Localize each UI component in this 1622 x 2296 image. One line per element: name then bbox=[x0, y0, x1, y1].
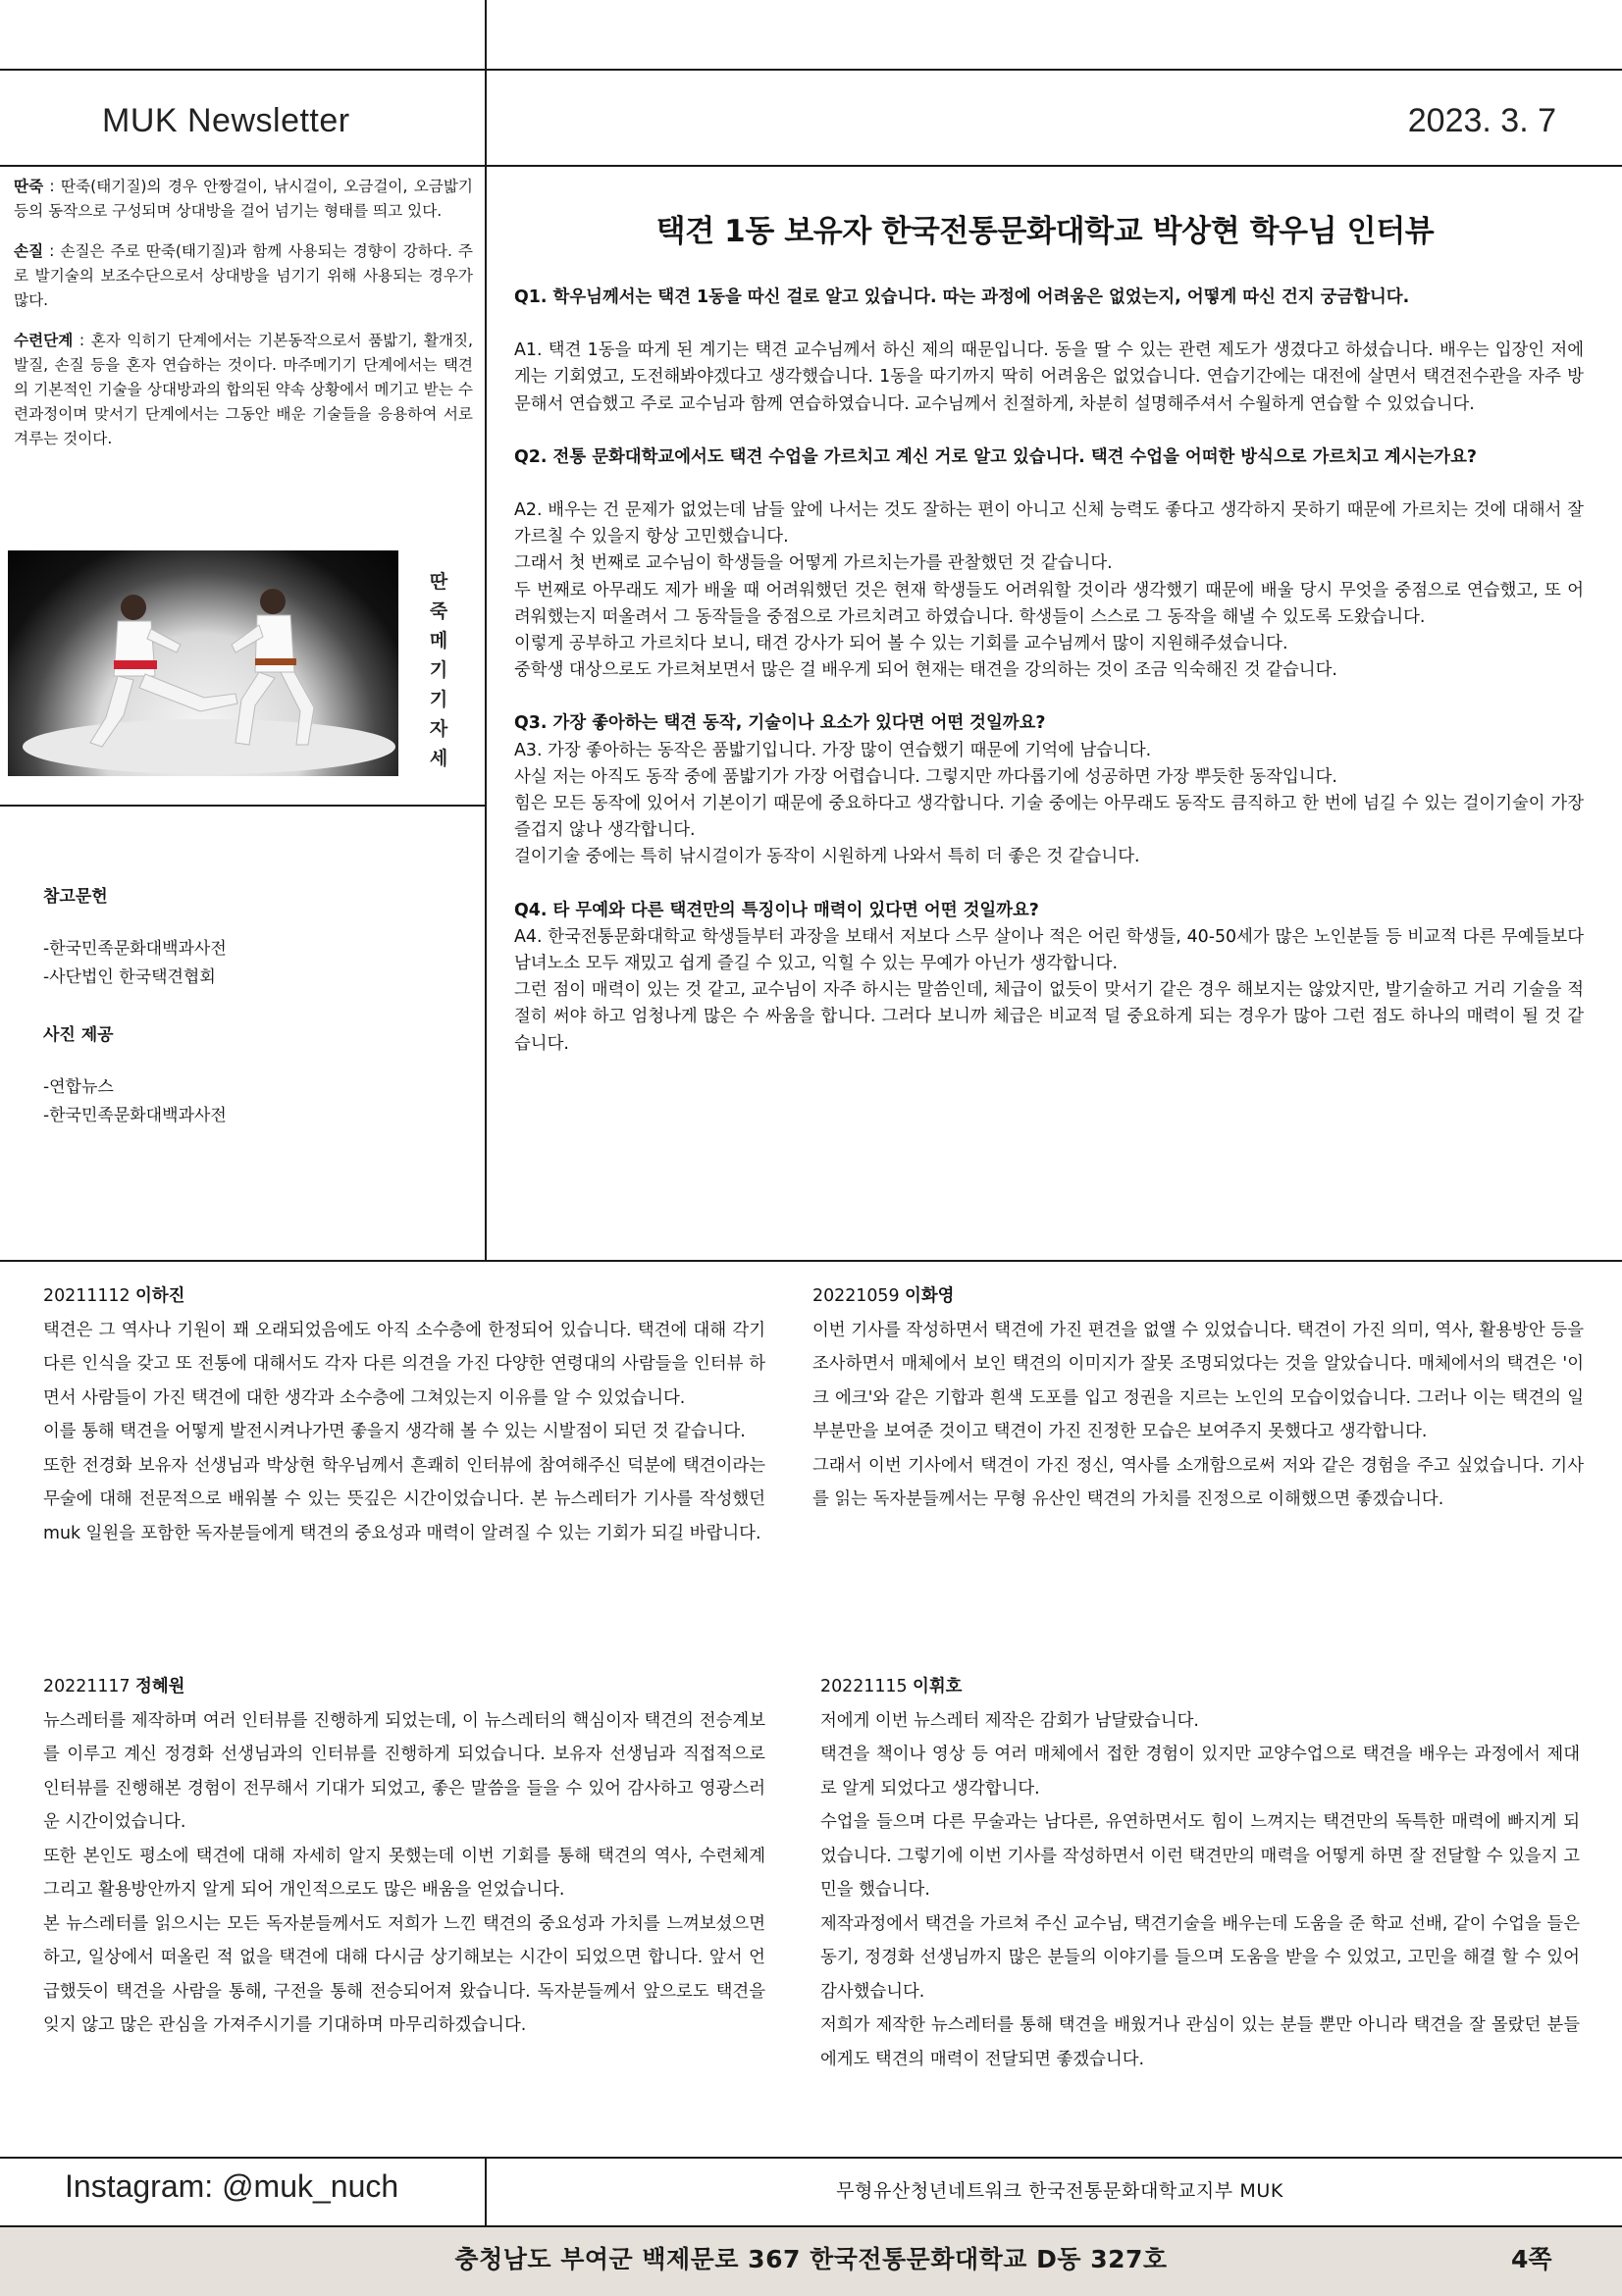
author-name: 이하진 bbox=[135, 1286, 185, 1306]
instagram-handle[interactable]: Instagram: @muk_nuch bbox=[65, 2168, 399, 2204]
student-id: 20221117 bbox=[43, 1677, 131, 1696]
answer-line: 중학생 대상으로도 가르쳐보면서 많은 걸 배우게 되어 현재는 태견을 강의하는 것이 조금 익숙해진 것 같습니다. bbox=[514, 660, 1337, 681]
caption-char: 기 bbox=[429, 689, 448, 710]
essay-paragraph: 뉴스레터를 제작하며 여러 인터뷰를 진행하게 되었는데, 이 뉴스레터의 핵심이자 택견의 전승계보를 이루고 계신 정경화 선생님과의 인터뷰를 진행하게 되었습니다. 보유자 선생님과 직접적으로 인터뷰를 진행해본 경험이 전무해서 기대가 되었고, 좋은 말씀을 들을 수 있어 감사하고 영광스러운 시간이었습니다. bbox=[43, 1710, 765, 1832]
glossary-item-ttanjuk bbox=[14, 175, 473, 224]
author-name: 정혜원 bbox=[135, 1677, 185, 1696]
reference-item: -사단법인 한국택견협회 bbox=[43, 967, 216, 987]
sidebar-rule bbox=[0, 805, 485, 807]
essay-paragraph: 이번 기사를 작성하면서 택견에 가진 편견을 없앨 수 있었습니다. 택견이 가진 의미, 역사, 활용방안 등을 조사하면서 매체에서 보인 택견의 이미지가 잘못 조명되었다는 것을 알았습니다. 매체에서의 택견은 '이크 에크'와 같은 기합과 흰색 도포를 입고 정권을 지르는 노인의 모습이었습니다. 그러나 이는 택견의 일부분만을 보여준 것이고 택견이 가진 진정한 모습은 보여주지 못했다고 생각합니다. bbox=[812, 1320, 1584, 1441]
caption-char: 세 bbox=[429, 748, 448, 769]
glossary-term: 수련단계 bbox=[14, 332, 74, 349]
essay-paragraph: 또한 본인도 평소에 택견에 대해 자세히 알지 못했는데 이번 기회를 통해 택견의 역사, 수련체계 그리고 활용방안까지 알게 되어 개인적으로도 많은 배움을 얻었습니다. bbox=[43, 1846, 765, 1900]
glossary-text: : 혼자 익히기 단계에서는 기본동작으로서 품밟기, 활개짓, 발질, 손질 등을 혼자 연습하는 것이다. 마주메기기 단계에서는 택견의 기본적인 기술을 상대방과의 합의된 약속 상황에서 메기고 받는 수련과정이며 맞서기 단계에서는 그동안 배운 기술들을 응용하여 서로 겨루는 것이다. bbox=[14, 332, 473, 447]
glossary-term: 딴죽 bbox=[14, 178, 44, 195]
glossary-text: : 손질은 주로 딴죽(태기질)과 함께 사용되는 경향이 강하다. 주로 발기술의 보조수단으로서 상대방을 넘기기 위해 사용되는 경우가 많다. bbox=[14, 242, 473, 309]
answer-line: 사실 저는 아직도 동작 중에 품밟기가 가장 어렵습니다. 그렇지만 까다롭기에 성공하면 가장 뿌듯한 동작입니다. bbox=[514, 766, 1337, 787]
caption-char: 딴 bbox=[429, 571, 448, 593]
essay-lee-hwayoung bbox=[812, 1279, 1584, 1517]
caption-char: 기 bbox=[429, 659, 448, 681]
header-rule bbox=[0, 165, 1622, 167]
question-3: Q3. 가장 좋아하는 택견 동작, 기술이나 요소가 있다면 어떤 것일까요? bbox=[514, 713, 1046, 734]
answer-line: 힘은 모든 동작에 있어서 기본이기 때문에 중요하다고 생각합니다. 기술 중에는 아무래도 동작도 큼직하고 한 번에 넘길 수 있는 걸이기술이 가장 즐겁지 않나 생각합니다. bbox=[514, 794, 1584, 841]
glossary-text: : 딴죽(태기질)의 경우 안짱걸이, 낚시걸이, 오금걸이, 오금밟기 등의 동작으로 구성되며 상대방을 걸어 넘기는 형태를 띄고 있다. bbox=[14, 178, 473, 220]
answer-line: 두 번째로 아무래도 제가 배울 때 어려워했던 것은 현재 학생들도 어려워할 것이라 생각했기 때문에 배울 당시 무엇을 중점으로 연습했고, 또 어려워했는지 떠올려서 그 동작들을 중점으로 가르치려고 하였습니다. 학생들이 스스로 그 동작을 해낼 수 있도록 도왔습니다. bbox=[514, 580, 1584, 627]
photo-credit-item: -연합뉴스 bbox=[43, 1077, 114, 1097]
answer-line: 걸이기술 중에는 특히 낚시걸이가 동작이 시원하게 나와서 특히 더 좋은 것 같습니다. bbox=[514, 847, 1140, 867]
photo-illustration bbox=[8, 550, 398, 776]
references-title: 참고문헌 bbox=[43, 887, 108, 907]
answer-line: A3. 가장 좋아하는 동작은 품밟기입니다. 가장 많이 연습했기 때문에 기억에 남습니다. bbox=[514, 740, 1152, 760]
answer-2 bbox=[514, 497, 1584, 684]
caption-char: 자 bbox=[429, 718, 448, 740]
essay-jung-hyewon bbox=[43, 1670, 765, 2043]
reference-item: -한국민족문화대백과사전 bbox=[43, 939, 227, 959]
essay-paragraph: 또한 전경화 보유자 선생님과 박상현 학우님께서 흔쾌히 인터뷰에 참여해주신 덕분에 택견이라는 무술에 대해 전문적으로 배워볼 수 있는 뜻깊은 시간이었습니다. 본 뉴스레터가 기사를 작성했던 muk 일원을 포함한 독자분들에게 택견의 중요성과 매력이 알려질 수 있는 기회가 되길 바랍니다. bbox=[43, 1455, 765, 1543]
answer-line: A2. 배우는 건 문제가 없었는데 남들 앞에 나서는 것도 잘하는 편이 아니고 신체 능력도 좋다고 생각하지 못하기 때문에 가르치는 것에 대해서 잘 가르칠 수 있을지 항상 고민했습니다. bbox=[514, 500, 1584, 548]
answer-line: A4. 한국전통문화대학교 학생들부터 과장을 보태서 저보다 스무 살이나 적은 어린 학생들, 40-50세가 많은 노인분들 등 비교적 다른 무예들보다 남녀노소 모두 재밌고 쉽게 즐길 수 있고, 익힐 수 있는 무예가 아닌가 생각합니다. bbox=[514, 926, 1584, 974]
essay-paragraph: 이를 통해 택견을 어떻게 발전시켜나가면 좋을지 생각해 볼 수 있는 시발점이 되던 것 같습니다. bbox=[43, 1422, 746, 1441]
student-id: 20221115 bbox=[820, 1677, 908, 1696]
interview-body bbox=[514, 285, 1584, 1058]
caption-char: 메 bbox=[429, 630, 448, 652]
answer-3 bbox=[514, 738, 1584, 871]
address: 충청남도 부여군 백제문로 367 한국전통문화대학교 D동 327호 bbox=[454, 2245, 1168, 2273]
essay-paragraph: 택견은 그 역사나 기원이 꽤 오래되었음에도 아직 소수층에 한정되어 있습니다. 택견에 대해 각기 다른 인식을 갖고 또 전통에 대해서도 각자 다른 의견을 가진 다양한 연령대의 사람들을 인터뷰 하면서 사람들이 가진 택견에 대한 생각과 소수층에 그쳐있는지 이유를 알 수 있었습니다. bbox=[43, 1320, 765, 1408]
author-name: 이화영 bbox=[905, 1286, 955, 1306]
newsletter-brand: MUK Newsletter bbox=[102, 102, 350, 139]
answer-line: 그런 점이 매력이 있는 것 같고, 교수님이 자주 하시는 말씀인데, 체급이 없듯이 맞서기 같은 경우 해보지는 않았지만, 발기술하고 거리 기술을 적절히 써야 하고 엄청나게 많은 수 싸움을 합니다. 그러다 보니까 체급은 비교적 덜 중요하게 되는 경우가 많아 그런 점도 하나의 매력이 될 것 같습니다. bbox=[514, 980, 1584, 1054]
question-1: Q1. 학우님께서는 택견 1동을 따신 걸로 알고 있습니다. 따는 과정에 어려움은 없었는지, 어떻게 따신 건지 궁금합니다. bbox=[514, 287, 1410, 307]
glossary-item-training bbox=[14, 329, 473, 451]
section-rule bbox=[0, 1260, 1622, 1262]
interview-title: 택견 1동 보유자 한국전통문화대학교 박상현 학우님 인터뷰 bbox=[655, 214, 1435, 249]
essay-paragraph: 제작과정에서 택견을 가르쳐 주신 교수님, 택견기술을 배우는데 도움을 준 학교 선배, 같이 수업을 들은 동기, 정경화 선생님까지 많은 분들의 이야기를 들으며 도움을 받을 수 있었고, 고민을 해결 할 수 있어 감사했습니다. bbox=[820, 1913, 1580, 2002]
essay-paragraph: 본 뉴스레터를 읽으시는 모든 독자분들께서도 저희가 느낀 택견의 중요성과 가치를 느껴보셨으면 하고, 일상에서 떠올린 적 없을 택견에 대해 다시금 상기해보는 시간이 되었으면 합니다. 앞서 언급했듯이 택견을 사람을 통해, 구전을 통해 전승되어져 왔습니다. 독자분들께서 앞으로도 택견을 잊지 않고 많은 관심을 가져주시기를 기대하며 마무리하겠습니다. bbox=[43, 1913, 765, 2035]
essay-author bbox=[43, 1670, 765, 1704]
answer-line: 이렇게 공부하고 가르치다 보니, 태견 강사가 되어 볼 수 있는 기회를 교수님께서 많이 지원해주셨습니다. bbox=[514, 634, 1288, 654]
student-id: 20211112 bbox=[43, 1286, 131, 1306]
essay-lee-hajin bbox=[43, 1279, 765, 1550]
essay-paragraph: 수업을 들으며 다른 무술과는 남다른, 유연하면서도 힘이 느껴지는 택견만의 독특한 매력에 빠지게 되었습니다. 그렇기에 이번 기사를 작성하면서 이런 택견만의 매력을 어떻게 하면 잘 전달할 수 있을지 고민을 했습니다. bbox=[820, 1812, 1580, 1900]
references-block bbox=[43, 883, 455, 1130]
student-id: 20221059 bbox=[812, 1286, 900, 1306]
page-number: 4쪽 bbox=[1511, 2245, 1552, 2273]
footer-divider bbox=[485, 2157, 487, 2225]
question-4: Q4. 타 무예와 다른 택견만의 특징이나 매력이 있다면 어떤 것일까요? bbox=[514, 900, 1039, 920]
answer-line: 그래서 첫 번째로 교수님이 학생들을 어떻게 가르치는가를 관찰했던 것 같습니다. bbox=[514, 553, 1113, 574]
photo-credit-title: 사진 제공 bbox=[43, 1025, 114, 1045]
answer-1: A1. 택견 1동을 따게 된 계기는 택견 교수님께서 하신 제의 때문입니다. 동을 딸 수 있는 관련 제도가 생겼다고 하셨습니다. 배우는 입장인 저에게는 기회였고, 도전해봐야겠다고 생각했습니다. 1동을 따기까지 딱히 어려움은 없었습니다. 연습기간에는 대전에 살면서 택견전수관을 자주 방문해서 연습했고 주로 교수님과 함께 연습하였습니다. 교수님께서 친절하게, 차분히 설명해주셔서 수월하게 연습할 수 있었습니다. bbox=[514, 340, 1584, 414]
essay-paragraph: 저에게 이번 뉴스레터 제작은 감회가 남달랐습니다. bbox=[820, 1710, 1199, 1731]
essay-paragraph: 그래서 이번 기사에서 택견이 가진 정신, 역사를 소개함으로써 저와 같은 경험을 주고 싶었습니다. 기사를 읽는 독자분들께서는 무형 유산인 택견의 가치를 진정으로 이해했으면 좋겠습니다. bbox=[812, 1455, 1584, 1509]
essay-lee-hwiho bbox=[820, 1670, 1580, 2076]
organization-name: 무형유산청년네트워크 한국전통문화대학교지부 MUK bbox=[836, 2180, 1283, 2202]
essay-author bbox=[43, 1279, 765, 1314]
issue-date: 2023. 3. 7 bbox=[1407, 102, 1556, 139]
glossary-item-sonjil bbox=[14, 239, 473, 313]
footer-rule bbox=[0, 2157, 1622, 2159]
author-name: 이휘호 bbox=[913, 1677, 963, 1696]
glossary-term: 손질 bbox=[14, 242, 44, 260]
photo-caption bbox=[424, 567, 453, 773]
essay-author bbox=[812, 1279, 1584, 1314]
photo-credit-item: -한국민족문화대백과사전 bbox=[43, 1106, 227, 1125]
essay-paragraph: 택견을 책이나 영상 등 여러 매체에서 접한 경험이 있지만 교양수업으로 택견을 배우는 과정에서 제대로 알게 되었다고 생각합니다. bbox=[820, 1745, 1580, 1799]
answer-4 bbox=[514, 924, 1584, 1058]
sidebar-glossary bbox=[14, 175, 473, 467]
top-band bbox=[0, 0, 1622, 71]
question-2: Q2. 전통 문화대학교에서도 택견 수업을 가르치고 계신 거로 알고 있습니다. 택견 수업을 어떠한 방식으로 가르치고 계시는가요? bbox=[514, 446, 1477, 467]
essay-author bbox=[820, 1670, 1580, 1704]
top-divider bbox=[485, 0, 487, 71]
column-divider bbox=[485, 71, 487, 1260]
essay-paragraph: 저희가 제작한 뉴스레터를 통해 택견을 배웠거나 관심이 있는 분들 뿐만 아니라 택견을 잘 몰랐던 분들에게도 택견의 매력이 전달되면 좋겠습니다. bbox=[820, 2015, 1580, 2069]
taekkyeon-photo bbox=[8, 550, 398, 776]
caption-char: 죽 bbox=[429, 600, 448, 622]
